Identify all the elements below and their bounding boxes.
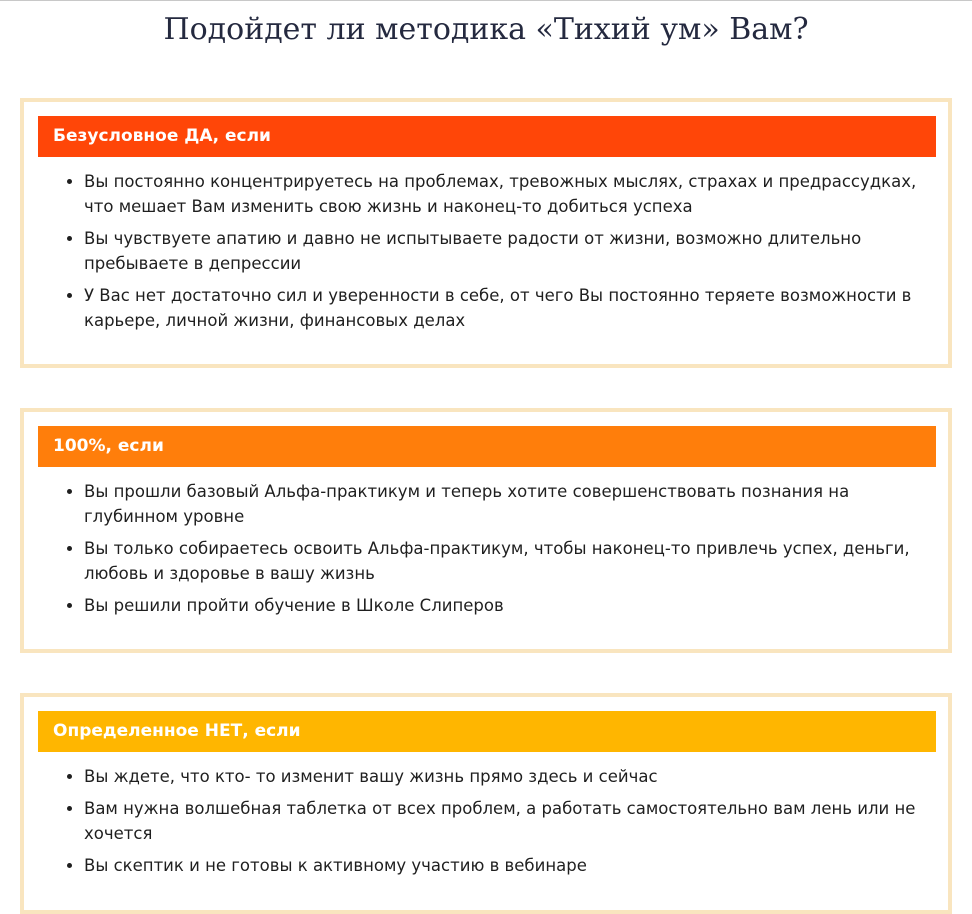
top-divider (0, 0, 972, 1)
list-item: • У Вас нет достаточно сил и уверенности в себе, от чего Вы постоянно теряете возможности в карьере, личной жизни, финансовых делах (84, 283, 948, 333)
list-item: • Вы только собираетесь освоить Альфа-практикум, чтобы наконец-то привлечь успех, деньги, любовь и здоровье в вашу жизнь (84, 536, 948, 586)
list-item: • Вы ждете, что кто- то изменит вашу жизнь прямо здесь и сейчас (84, 764, 948, 789)
bullet-list (24, 169, 948, 333)
list-item: • Вам нужна волшебная таблетка от всех проблем, а работать самостоятельно вам лень или не хочется (84, 796, 948, 846)
list-item: • Вы решили пройти обучение в Школе Слиперов (84, 593, 948, 618)
section-header: 100%, если (38, 426, 936, 467)
bullet-list (24, 479, 948, 618)
page-title: Подойдет ли методика «Тихий ум» Вам? (163, 12, 809, 47)
list-item: • Вы прошли базовый Альфа-практикум и теперь хотите совершенствовать познания на глубинном уровне (84, 479, 948, 529)
list-item: • Вы скептик и не готовы к активному участию в вебинаре (84, 853, 948, 878)
section-header: Определенное НЕТ, если (38, 711, 936, 752)
list-item: • Вы чувствуете апатию и давно не испытываете радости от жизни, возможно длительно пребываете в депрессии (84, 226, 948, 276)
section-card-definite-no (20, 693, 952, 914)
section-card-definite-yes (20, 98, 952, 368)
list-item: • Вы постоянно концентрируетесь на проблемах, тревожных мыслях, страхах и предрассудках, что мешает Вам изменить свою жизнь и наконец-то добиться успеха (84, 169, 948, 219)
section-card-hundred-percent (20, 408, 952, 653)
bullet-list (24, 764, 948, 878)
section-header: Безусловное ДА, если (38, 116, 936, 157)
